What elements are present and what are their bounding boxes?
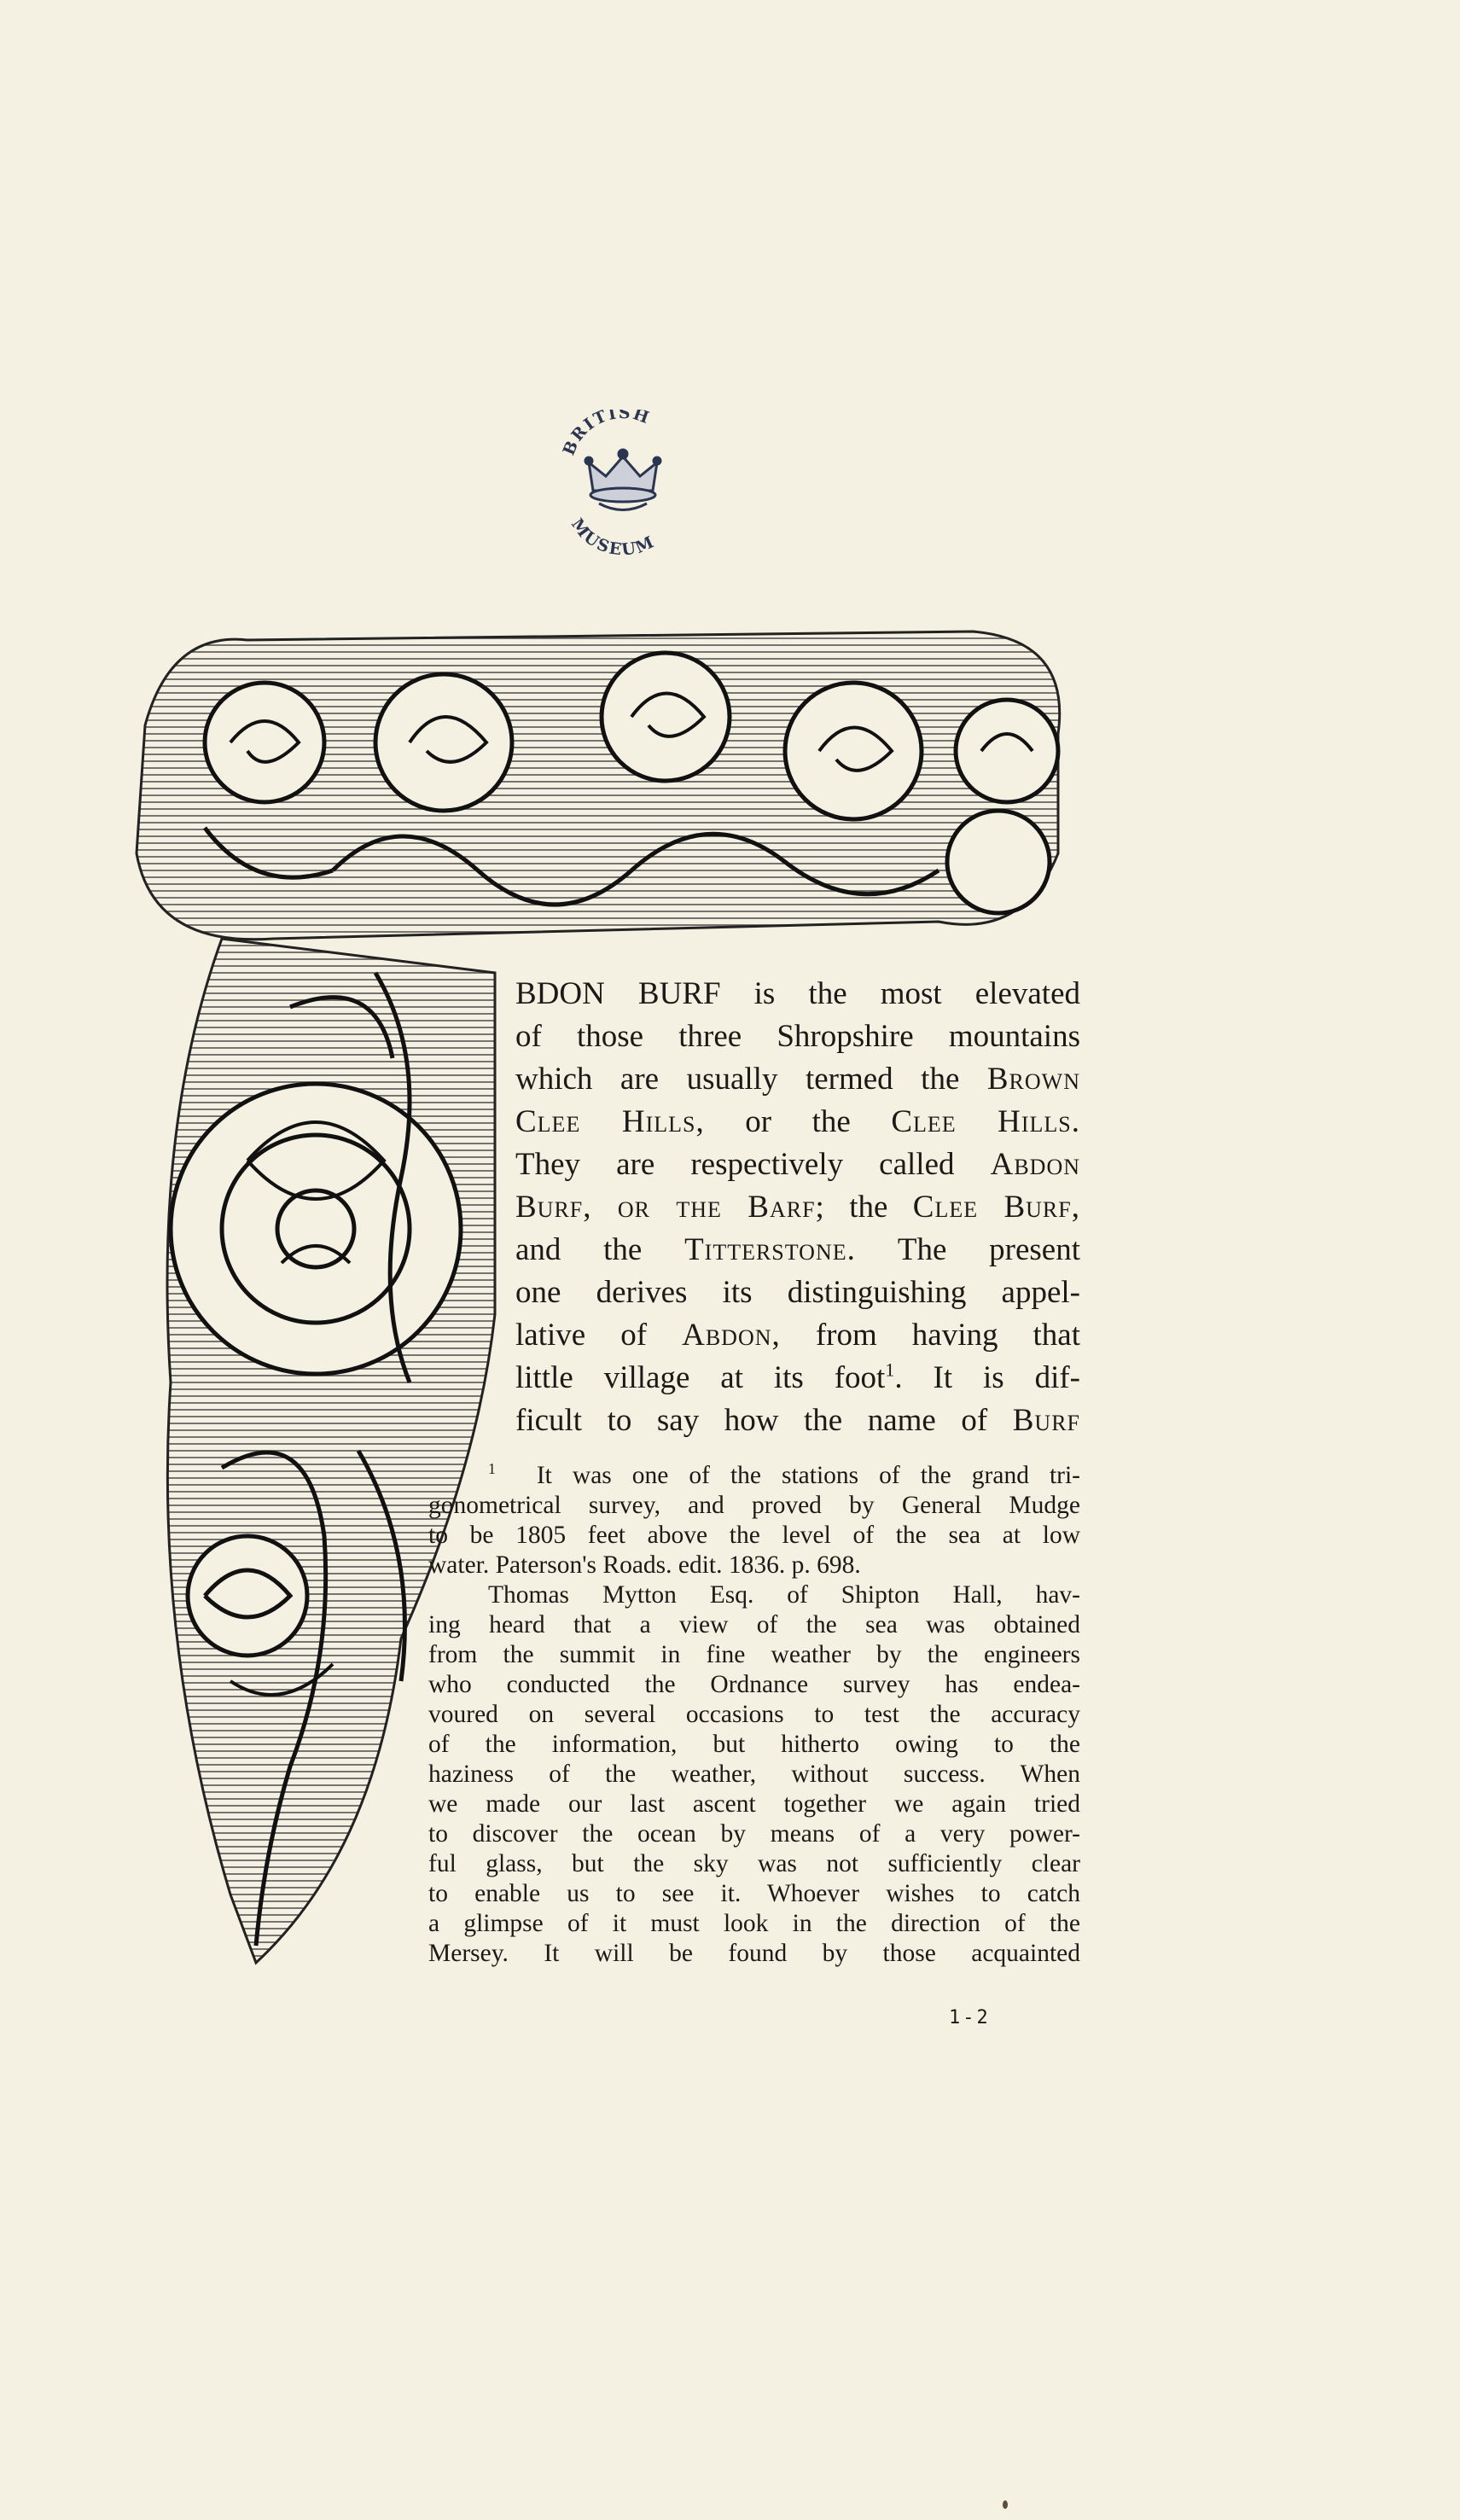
body-line-6: Burf, or the Barf; the Clee Burf, [515,1190,1080,1225]
paper-speck [1003,2500,1008,2509]
footnote-ref: 1 [885,1359,895,1381]
body-line-8: one derives its distinguishing appel- [515,1275,1080,1310]
footnote-line: who conducted the Ordnance survey has endea- [428,1671,1080,1698]
footnote-line: ing heard that a view of the sea was obtained [428,1611,1080,1638]
footnote-line: of the information, but hitherto owing to the [428,1731,1080,1758]
footnote-line: a glimpse of it must look in the direction of the [428,1910,1080,1937]
footnote-marker: 1 [488,1460,496,1478]
footnote-line: to discover the ocean by means of a very power- [428,1820,1080,1848]
footnote-line: $^1$ It was one of the stations of the grand tri- [488,1460,1080,1489]
body-line-3: which are usually termed the Brown [515,1062,1080,1097]
stamp-bottom-text: MUSEUM [567,515,659,560]
signature-mark: 1-2 [949,2007,991,2028]
footnote-line: we made our last ascent together we again tried [428,1790,1080,1818]
body-paragraph [515,973,1080,1442]
footnote-line: to be 1805 feet above the level of the sea at low [428,1522,1080,1549]
body-line-5: They are respectively called Abdon [515,1147,1081,1182]
footnote-line: haziness of the weather, without success. When [428,1761,1080,1788]
body-line-7: and the Titterstone. The present [515,1232,1081,1267]
body-line-10: little village at its foot$^1$. It is dif- [515,1359,1080,1395]
footnote-line: gonometrical survey, and proved by General Mudge [428,1492,1080,1519]
footnote-line: voured on several occasions to test the accuracy [428,1701,1080,1728]
crown-seal-icon [555,410,691,563]
stamp-top-text: BRITISH [559,410,654,458]
body-line-4: Clee Hills, or the Clee Hills. [515,1104,1081,1139]
body-line-1: BDON BURF is the most elevated [515,976,1080,1011]
svg-text:BRITISH [560,410,654,458]
body-line-9: lative of Abdon, from having that [515,1318,1081,1353]
svg-text:MUSEUM [567,515,658,560]
library-stamp [555,410,691,563]
footnote-line: Mersey. It will be found by those acquainted [428,1940,1080,1967]
footnote-line: water. Paterson's Roads. edit. 1836. p. 698. [428,1551,861,1579]
footnote-line: from the summit in fine weather by the engineers [428,1641,1080,1668]
footnote-block [428,1461,1080,1969]
body-line-2: of those three Shropshire mountains [515,1019,1080,1054]
footnote-line: to enable us to see it. Whoever wishes to catch [428,1880,1080,1907]
footnote-line: ful glass, but the sky was not sufficiently clear [428,1850,1080,1877]
body-line-11: ficult to say how the name of Burf [515,1403,1080,1438]
footnote-line: Thomas Mytton Esq. of Shipton Hall, hav- [488,1581,1080,1609]
